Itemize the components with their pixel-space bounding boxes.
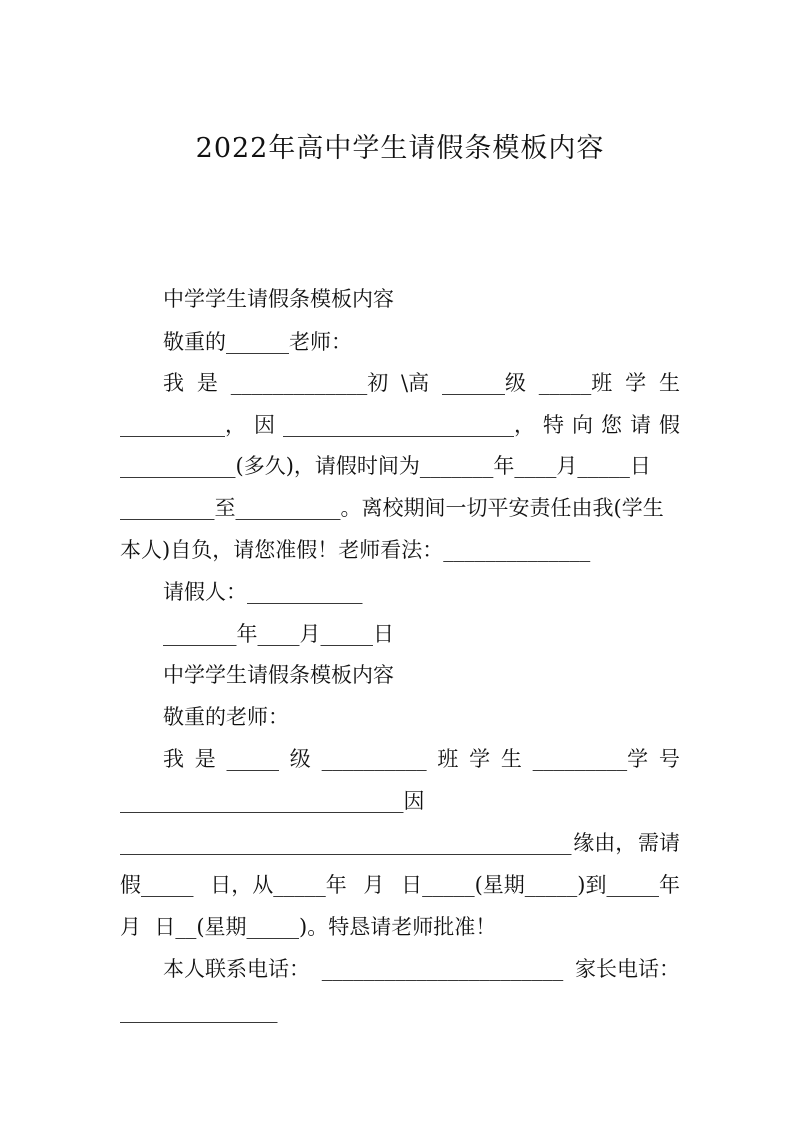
text-segment: 级	[289, 747, 311, 771]
text-segment: 您	[601, 413, 622, 437]
section1-applicant: 请假人：___________	[163, 580, 363, 604]
text-segment: __________，	[120, 413, 246, 437]
section2-heading: 中学学生请假条模板内容	[163, 663, 394, 687]
text-segment: 号	[658, 747, 680, 771]
section1-line2	[120, 411, 680, 439]
text-segment: _____________初	[230, 371, 389, 395]
text-segment: 特	[543, 413, 564, 437]
text-segment: 请	[630, 413, 651, 437]
text-segment: ___________________________________________	[120, 831, 572, 855]
text-segment: \高	[401, 371, 430, 395]
section2-line3	[120, 829, 680, 857]
text-segment: 假_____	[120, 873, 194, 897]
text-segment: 是	[194, 747, 216, 771]
section1-heading: 中学学生请假条模板内容	[163, 287, 394, 311]
text-segment: 向	[572, 413, 593, 437]
text-segment: 因	[254, 413, 275, 437]
text-segment: 本人联系电话：	[163, 957, 310, 981]
text-segment: _________学	[532, 747, 649, 771]
text-segment: 日，从_____年	[210, 873, 347, 897]
text-segment: 生	[658, 371, 680, 395]
text-segment: 需请	[638, 831, 680, 855]
text-segment: 缘由，	[573, 831, 637, 855]
section2-line5: 月 日__(星期_____)。特恳请老师批准！	[120, 915, 497, 939]
text-segment: 我	[163, 371, 184, 395]
text-segment: __________	[321, 747, 427, 771]
text-segment: 是	[196, 371, 218, 395]
section2-line7: _______________	[120, 999, 278, 1023]
text-segment: _____	[226, 747, 280, 771]
text-segment: 假	[659, 413, 680, 437]
section1-line3: ___________(多久)，请假时间为_______年____月_____日	[120, 454, 651, 478]
text-segment: ______________________，	[283, 413, 535, 437]
section1-date: _______年____月_____日	[163, 622, 394, 646]
text-segment: 日_____(星期_____)到_____年	[401, 873, 680, 897]
text-segment: 生	[500, 747, 522, 771]
text-segment: 学	[625, 371, 647, 395]
section2-line4	[120, 871, 680, 899]
text-segment: 月	[363, 873, 385, 897]
section2-line6	[163, 955, 680, 983]
section1-line1	[163, 369, 680, 397]
section2-line2: ___________________________因	[120, 789, 425, 813]
text-segment: _____班	[538, 371, 613, 395]
text-segment: _______________________	[321, 957, 564, 981]
text-segment: 我	[163, 747, 184, 771]
document-title: 2022年高中学生请假条模板内容	[195, 133, 605, 164]
text-segment: 家长电话：	[575, 957, 680, 981]
section1-line4: _________至__________。离校期间一切平安责任由我(学生	[120, 496, 664, 520]
section2-salutation: 敬重的老师：	[163, 705, 289, 729]
text-segment: 学	[469, 747, 491, 771]
section1-salutation: 敬重的______老师：	[163, 330, 352, 354]
text-segment: ______级	[441, 371, 526, 395]
text-segment: 班	[437, 747, 459, 771]
section1-line5: 本人)自负，请您准假！老师看法：______________	[120, 538, 591, 562]
section2-line1	[163, 745, 680, 773]
